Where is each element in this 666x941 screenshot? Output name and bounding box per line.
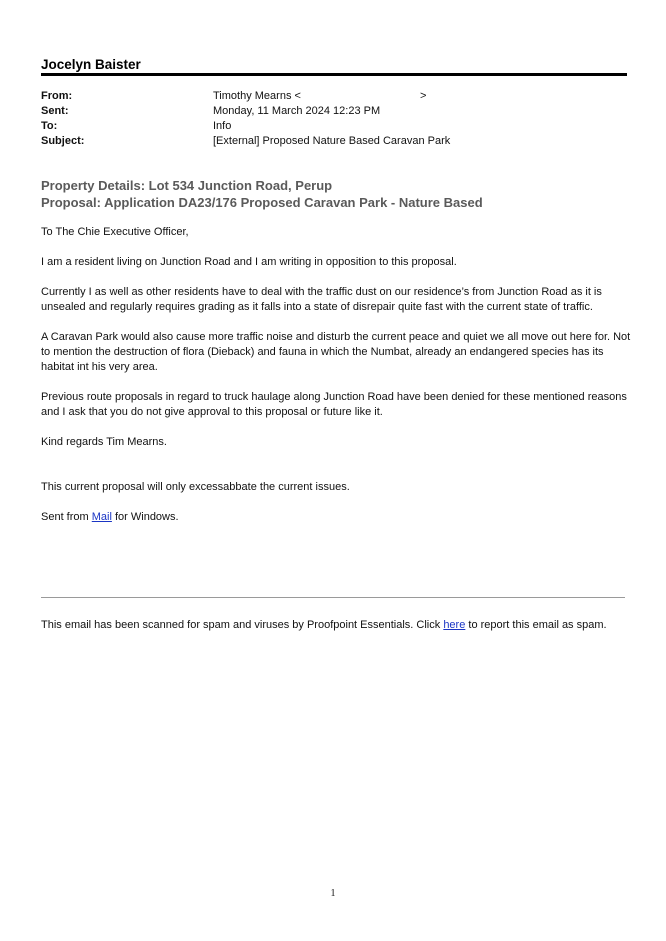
sent-label: Sent: xyxy=(41,105,69,117)
footer-divider xyxy=(41,597,625,598)
mail-app-link[interactable]: Mail xyxy=(91,511,112,523)
to-row xyxy=(41,119,627,134)
spam-scan-notice xyxy=(41,618,631,633)
from-value: Timothy Mearns < xyxy=(213,90,301,102)
sent-from-line xyxy=(41,510,631,525)
sent-row xyxy=(41,104,627,119)
scan-notice-suffix: to report this email as spam. xyxy=(465,619,607,631)
scan-notice-prefix: This email has been scanned for spam and viruses by Proofpoint Essentials. Click xyxy=(41,619,444,631)
to-value: Info xyxy=(213,120,232,132)
from-label: From: xyxy=(41,90,73,102)
sent-from-suffix: for Windows. xyxy=(111,511,179,523)
page-number: 1 xyxy=(330,888,336,899)
sent-value: Monday, 11 March 2024 12:23 PM xyxy=(213,105,381,117)
property-details-line: Property Details: Lot 534 Junction Road, Perup xyxy=(41,178,333,193)
signoff: Kind regards Tim Mearns. xyxy=(41,436,167,448)
subject-value: [External] Proposed Nature Based Caravan Park xyxy=(213,135,451,147)
from-value-end: > xyxy=(420,90,427,102)
body-paragraph: Currently I as well as other residents have to deal with the traffic dust on our residence’s from Junction Road as it is unsealed and regularly requires grading as it falls into a state of disrepair quite fast with the current state of traffic. xyxy=(41,286,602,313)
to-label: To: xyxy=(41,120,58,132)
sent-from-prefix: Sent from xyxy=(41,511,92,523)
proposal-heading xyxy=(41,177,631,211)
from-row xyxy=(41,89,627,104)
subject-row xyxy=(41,134,627,149)
body-paragraph: I am a resident living on Junction Road and I am writing in opposition to this proposal. xyxy=(41,256,457,268)
email-headers xyxy=(41,89,627,149)
body-paragraph: A Caravan Park would also cause more traffic noise and disturb the current peace and quiet we all move out here for. Not to mention the destruction of flora (Dieback) and fauna in which the Numbat, already an endangered species has its habitat int his very area. xyxy=(41,331,631,373)
greeting: To The Chie Executive Officer, xyxy=(41,226,189,238)
body-paragraph: Previous route proposals in regard to truck haulage along Junction Road have been denied for these mentioned reasons and I ask that you do not give approval to this proposal or future like it. xyxy=(41,391,627,418)
mailbox-owner-name: Jocelyn Baister xyxy=(41,57,141,72)
proposal-line: Proposal: Application DA23/176 Proposed Caravan Park - Nature Based xyxy=(41,195,483,210)
report-spam-link[interactable]: here xyxy=(443,619,466,631)
postscript: This current proposal will only excessabbate the current issues. xyxy=(41,481,350,493)
subject-label: Subject: xyxy=(41,135,85,147)
header-divider xyxy=(41,73,627,76)
